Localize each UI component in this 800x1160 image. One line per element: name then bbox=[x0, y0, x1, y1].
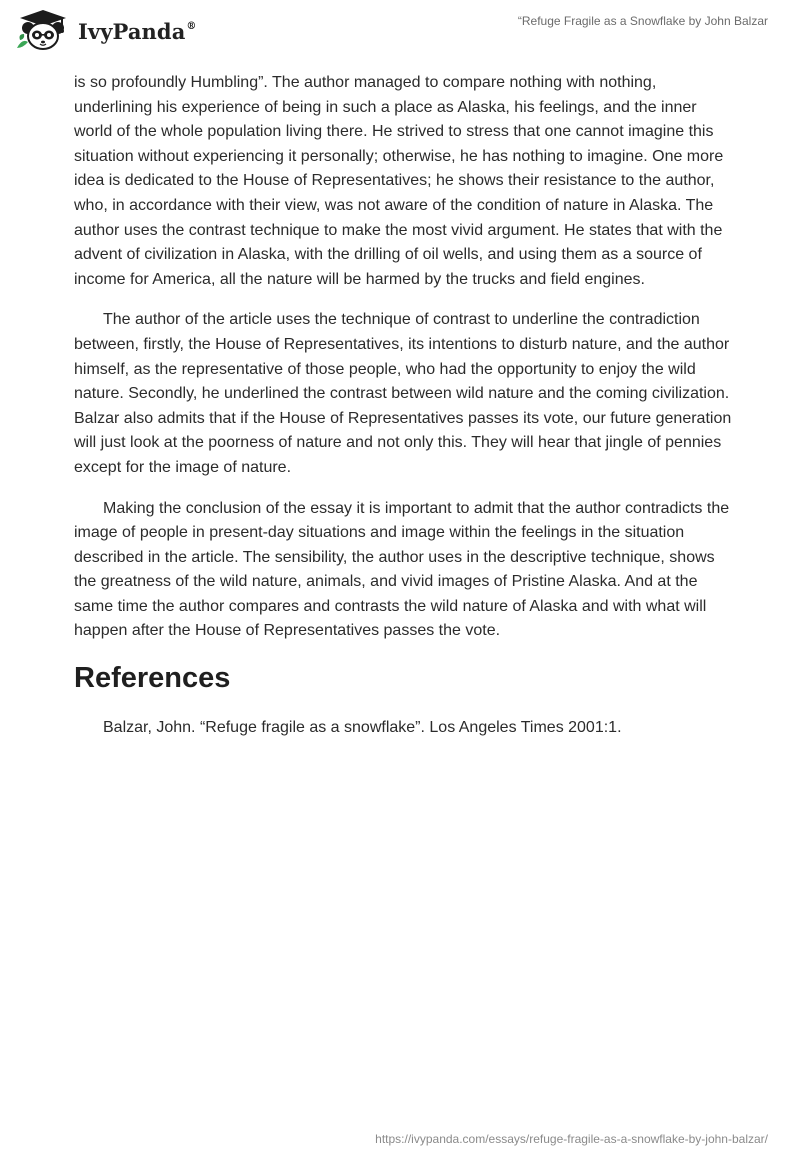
essay-content bbox=[74, 71, 734, 741]
document-title: “Refuge Fragile as a Snowflake by John Balzar bbox=[517, 14, 768, 28]
essay-paragraph: Making the conclusion of the essay it is important to admit that the author contradicts the image of people in present-day situations and image within the feelings in the situation described in the article. The sensibility, the author uses in the descriptive technique, shows the greatness of the wild nature, animals, and vivid images of Pristine Alaska. And at the same time the author compares and contrasts the wild nature of Alaska and with what will happen after the House of Representatives passes the vote. bbox=[74, 499, 730, 640]
panda-graduate-icon bbox=[14, 8, 72, 52]
page-header bbox=[0, 0, 800, 64]
essay-paragraph: The author of the article uses the technique of contrast to underline the contradiction between, firstly, the House of Representatives, its intentions to disturb nature, and the author himself, as the representative of those people, who had the opportunity to enjoy the wild nature. Secondly, he underlined the contrast between wild nature and the coming civilization. Balzar also admits that if the House of Representatives passes its vote, our future generation will just look at the poorness of nature and not only this. They will hear that jingle of pennies except for the image of nature. bbox=[74, 311, 732, 476]
essay-paragraph: is so profoundly Humbling”. The author managed to compare nothing with nothing, underlining his experience of being in such a place as Alaska, his feelings, and the inner world of the whole population living there. He strived to stress that one cannot imagine this situation without experiencing it personally; otherwise, he has nothing to imagine. One more idea is dedicated to the House of Representatives; he shows their resistance to the author, who, in accordance with their view, was not aware of the condition of nature in Alaska. The author uses the contrast technique to make the most vivid argument. He states that with the advent of civilization in Alaska, with the drilling of oil wells, and using them as a source of income for America, all the nature will be harmed by the trucks and field engines. bbox=[74, 74, 724, 288]
brand-name: IvyPanda® bbox=[78, 18, 197, 44]
registered-mark: ® bbox=[186, 20, 197, 32]
references-heading: References bbox=[74, 662, 231, 695]
source-url[interactable]: https://ivypanda.com/essays/refuge-fragile-as-a-snowflake-by-john-balzar/ bbox=[375, 1132, 768, 1146]
reference-item: Balzar, John. “Refuge fragile as a snowflake”. Los Angeles Times 2001:1. bbox=[103, 719, 622, 737]
logo[interactable] bbox=[14, 8, 197, 52]
